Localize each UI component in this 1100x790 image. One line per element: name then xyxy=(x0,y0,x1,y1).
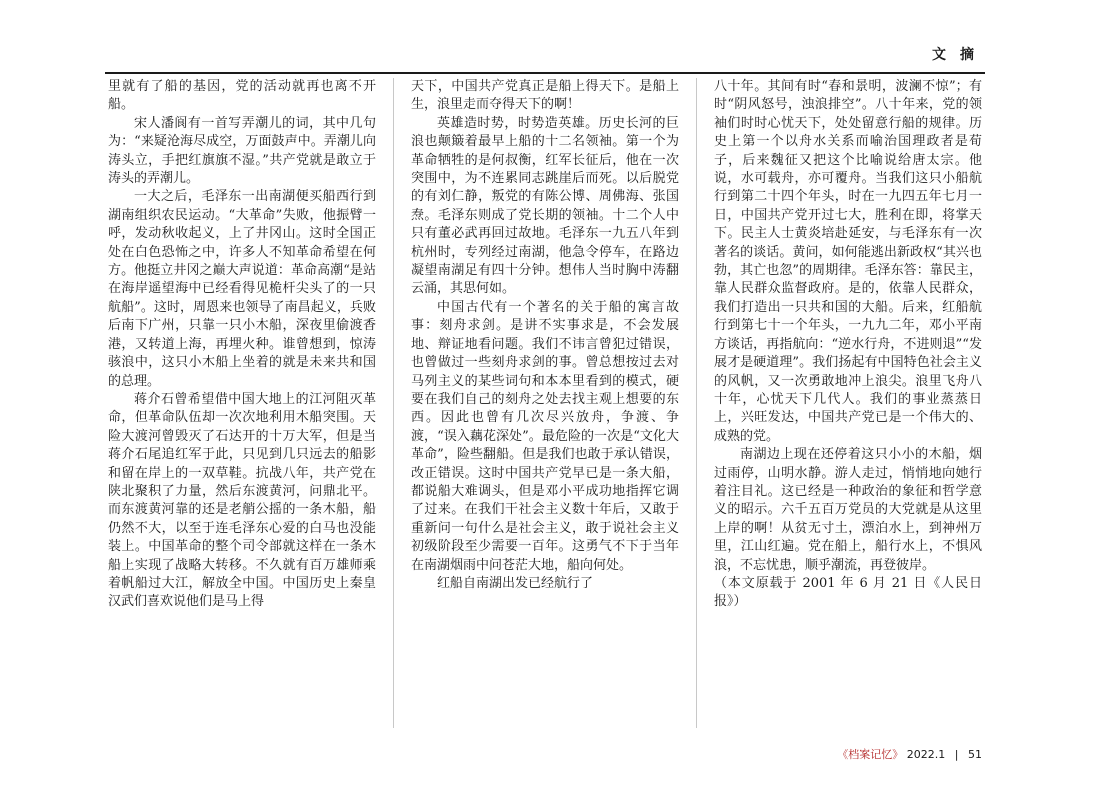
paragraph: 南湖边上现在还停着这只小小的木船，烟过雨停，山明水静。游人走过，悄悄地向她行着注目礼。这已经是一种政治的象征和哲学意义的昭示。六千五百万党员的大党就是从这里上岸的啊！从贫无寸土，漂泊水上，到神州万里，江山红遍。党在船上，船行水上，不惧风浪，不忘忧患，顺乎潮流，再登彼岸。 xyxy=(714,447,982,573)
column-divider xyxy=(696,78,697,728)
paragraph: 宋人潘阆有一首写弄潮儿的词，其中几句为：“来疑沧海尽成空，万面鼓声中。弄潮儿向涛头立，手把红旗旗不湿。”共产党就是敢立于涛头的弄潮儿。 xyxy=(108,115,376,187)
source-note: （本文原载于 2001 年 6 月 21 日《人民日报》） xyxy=(714,575,982,610)
paragraph: 英雄造时势，时势造英雄。历史长河的巨浪也颠簸着最早上船的十二名领袖。第一个为革命牺牲的是何叔衡，红军长征后，他在一次突围中，为不连累同志跳崖后而死。以后脱党的有刘仁静，叛党的有陈公博、周佛海、张国焘。毛泽东则成了党长期的领袖。十二个人中只有董必武再回过故地。毛泽东一九五八年到杭州时，专列经过南湖，他急令停车，在路边凝望南湖足有四十分钟。想伟人当时胸中涛翻云涌，其思何如。 xyxy=(411,115,679,297)
paragraph: 八十年。其间有时“春和景明，波澜不惊”；有时“阴风怒号，浊浪排空”。八十年来，党的领袖们时时心忧天下，处处留意行船的规律。历史上第一个以舟水关系而喻治国理政者是荀子，后来魏征又把这个比喻说给唐太宗。他说，水可载舟，亦可覆舟。当我们这只小船航行到第二十四个年头，时在一九四五年七月一日，中国共产党开过七大，胜利在即，将掌天下。民主人士黄炎培赴延安，与毛泽东有一次著名的谈话。黄问，如何能逃出新政权“其兴也勃，其亡也忽”的周期律。毛泽东答：靠民主，靠人民群众监督政府。是的，依靠人民群众，我们打造出一只共和国的大船。后来，红船航行到第七十一个年头，一九九二年，邓小平南方谈话，再指航向：“逆水行舟，不进则退”“发展才是硬道理”。我们扬起有中国特色社会主义的风帆，又一次勇敢地冲上浪尖。浪里飞舟八十年，心忧天下几代人。我们的事业蒸蒸日上，兴旺发达，中国共产党已是一个伟大的、成熟的党。 xyxy=(714,79,982,444)
text-column-3 xyxy=(714,78,982,738)
paragraph: 蒋介石曾希望借中国大地上的江河阻灭革命，但革命队伍却一次次地利用木船突围。天险大渡河曾毁灭了石达开的十万大军，但是当蒋介石尾追红军于此，只见到几只远去的船影和留在岸上的一双草鞋。抗战八年，共产党在陕北聚积了力量，然后东渡黄河，问鼎北平。而东渡黄河靠的还是老艄公摇的一条木船，船仍然不大，以至于连毛泽东心爱的白马也没能装上。中国革命的整个司令部就这样在一条木船上实现了战略大转移。不久就有百万雄师乘着帆船过大江，解放全中国。中国历史上秦皇汉武们喜欢说他们是马上得 xyxy=(108,391,376,610)
column-divider xyxy=(393,78,394,728)
paragraph: 中国古代有一个著名的关于船的寓言故事：刻舟求剑。是讲不实事求是，不会发展地、辩证地看问题。我们不讳言曾犯过错误，也曾做过一些刻舟求剑的事。曾总想按过去对马列主义的某些词句和本本里看到的模式，硬要在我们自己的刻舟之处去找主观上想要的东西。因此也曾有几次尽兴放舟，争渡、争渡，“误入藕花深处”。最危险的一次是“文化大革命”，险些翻船。但是我们也敢于承认错误，改正错误。这时中国共产党早已是一条大船，都说船大难调头，但是邓小平成功地指挥它调了过来。在我们干社会主义数十年后，又敢于重新问一句什么是社会主义，敢于说社会主义初级阶段至少需要一百年。这勇气不下于当年在南湖烟雨中问苍茫大地，船向何处。 xyxy=(411,299,679,573)
paragraph: 一大之后，毛泽东一出南湖便买船西行到湖南组织农民运动。“大革命”失败，他振臂一呼，发动秋收起义，上了井冈山。这时全国正处在白色恐怖之中，许多人不知革命希望在何方。他挺立井冈之巅大声说道：革命高潮“是站在海岸遥望海中已经看得见桅杆尖头了的一只航船”。这时，周恩来也领导了南昌起义，兵败后南下广州，只靠一只小木船，深夜里偷渡香港，又转道上海，再埋火种。谁曾想到，惊涛骇浪中，这只小木船上坐着的就是未来共和国的总理。 xyxy=(108,189,376,389)
page-number: 51 xyxy=(968,748,982,761)
text-column-1 xyxy=(108,78,376,738)
magazine-name: 《档案记忆》 xyxy=(837,748,904,761)
article-body xyxy=(108,78,984,738)
paragraph: 天下，中国共产党真正是船上得天下。是船上生，浪里走而夺得天下的啊！ xyxy=(411,79,679,113)
header-rule xyxy=(105,72,985,74)
issue-number: 2022.1 xyxy=(906,748,946,761)
page-footer xyxy=(837,746,982,762)
paragraph: 红船自南湖出发已经航行了 xyxy=(437,575,594,591)
text-column-2 xyxy=(411,78,679,738)
paragraph: 里就有了船的基因，党的活动就再也离不开船。 xyxy=(108,79,376,113)
footer-separator: | xyxy=(954,748,959,761)
header-section-title: 文摘 xyxy=(932,47,988,63)
